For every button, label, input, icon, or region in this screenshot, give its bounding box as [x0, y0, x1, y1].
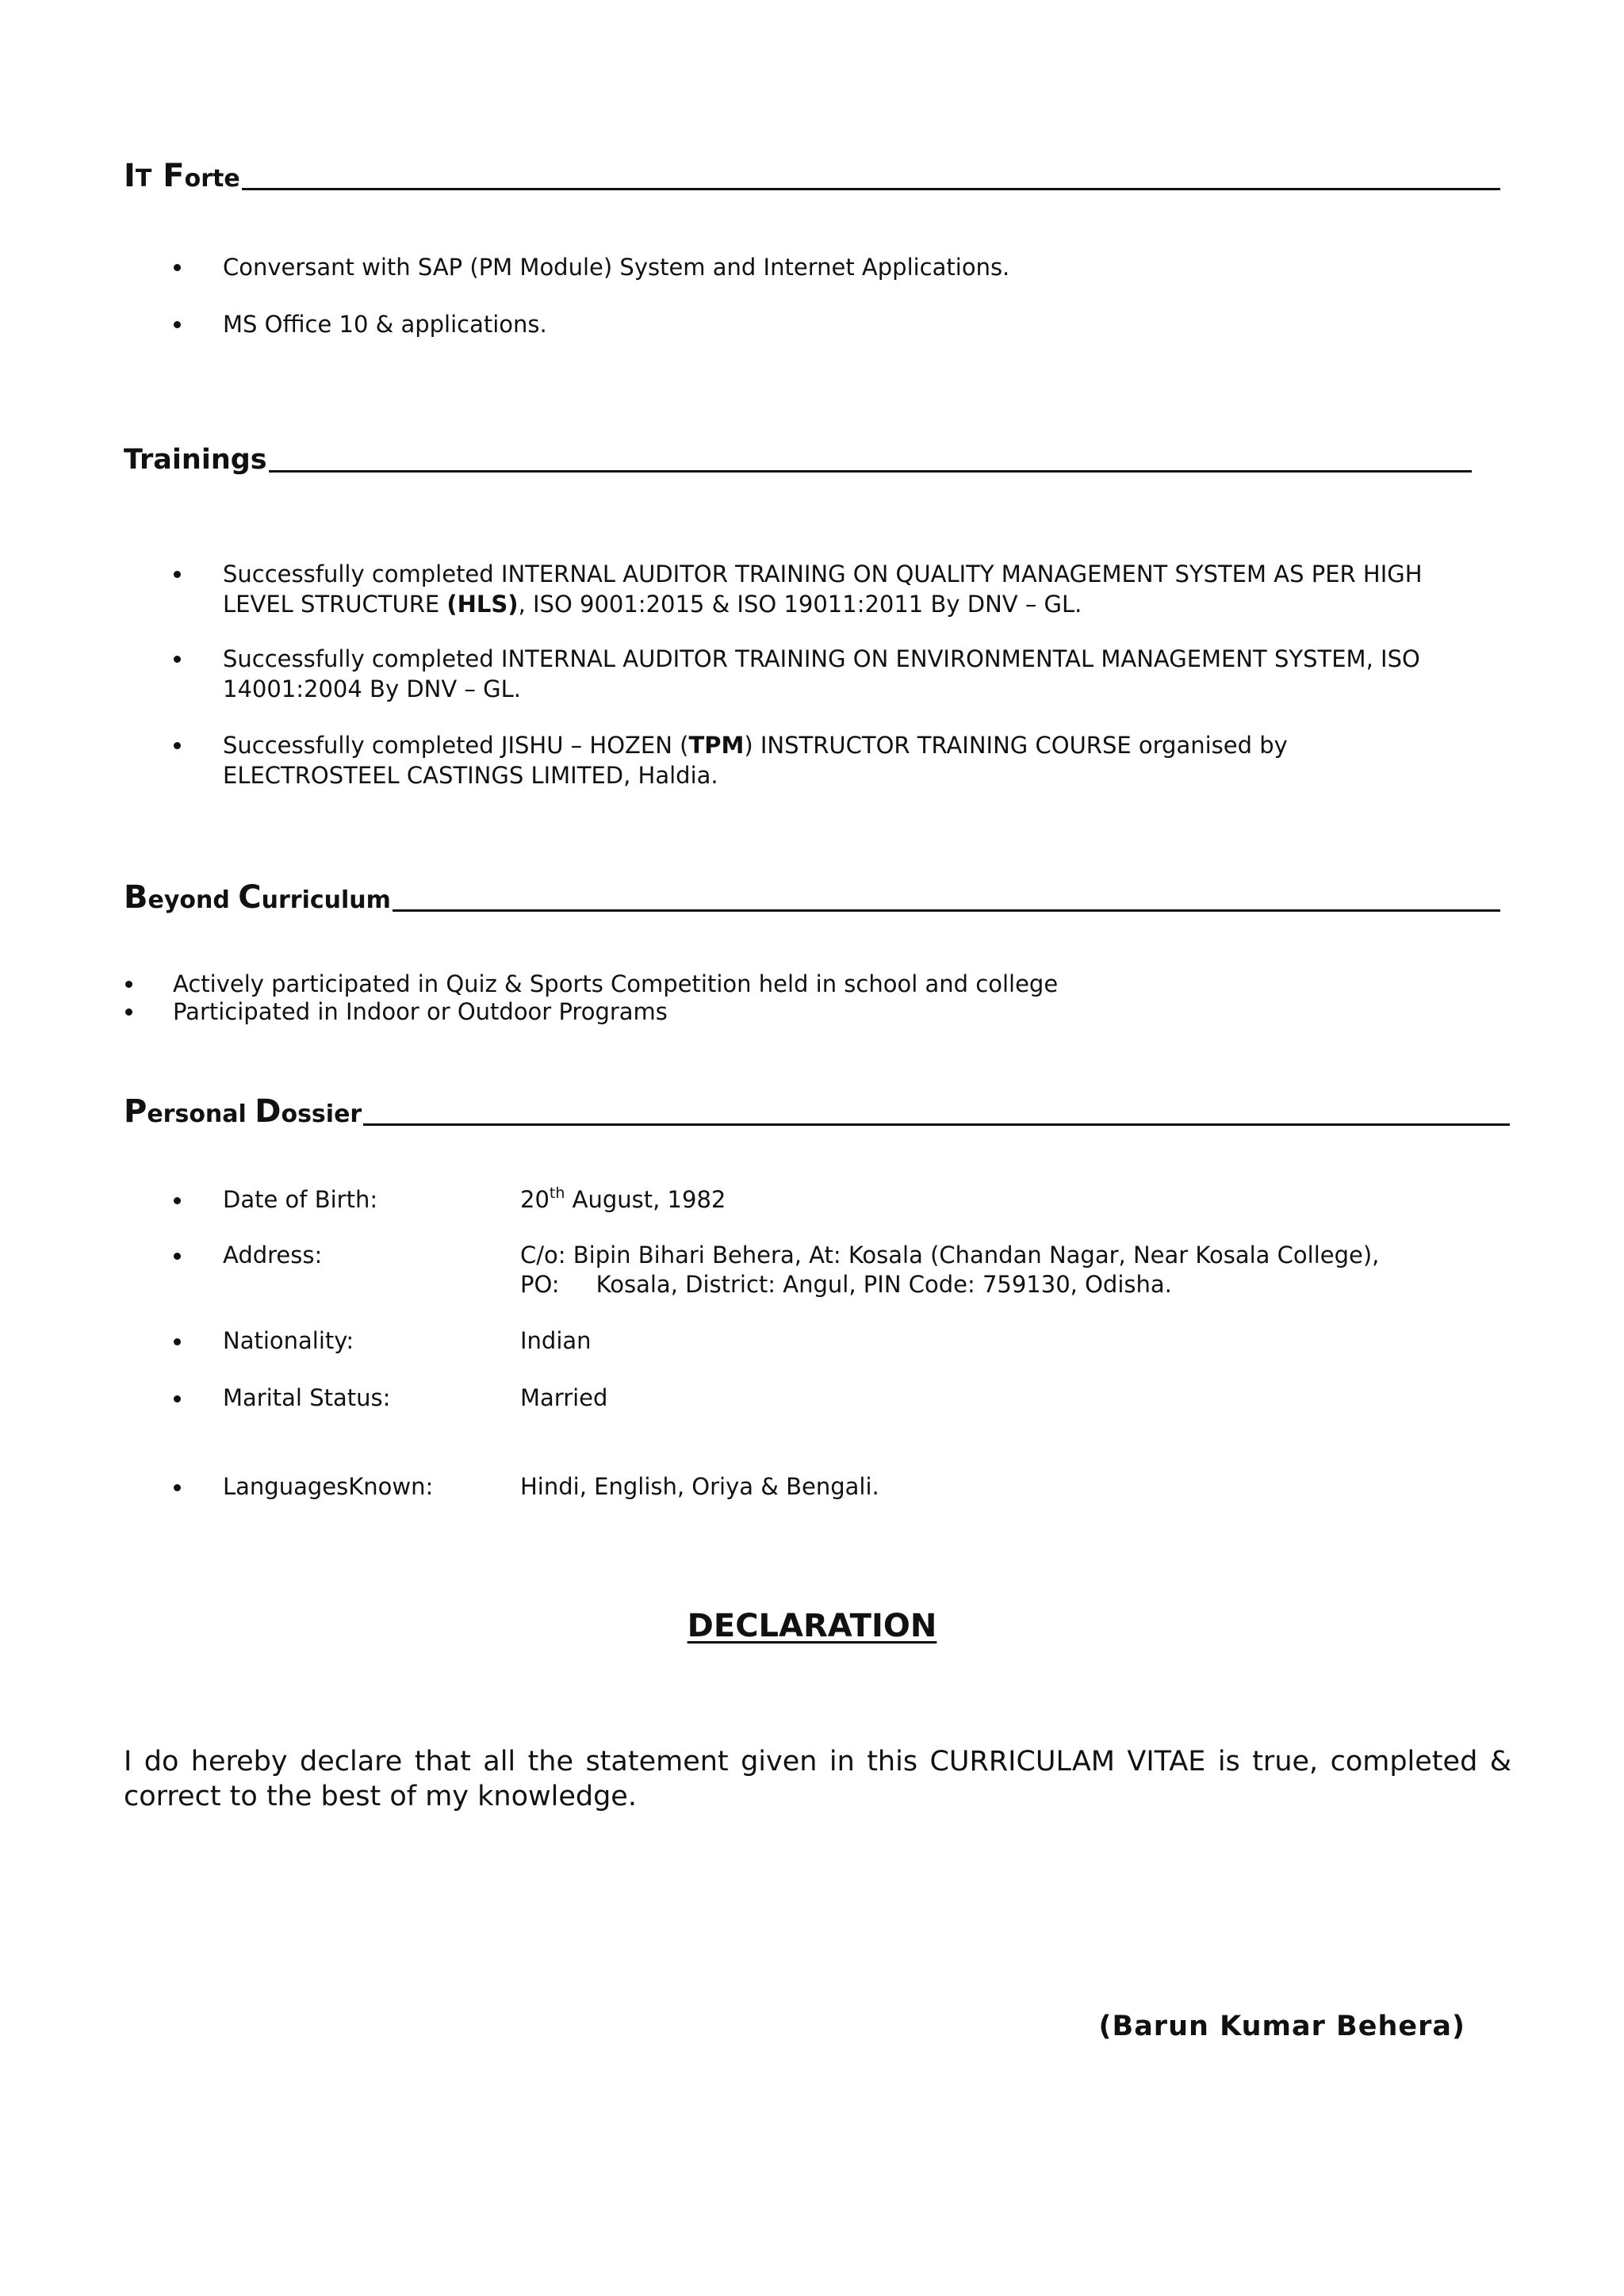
text-line: 14001:2004 By DNV – GL.: [223, 675, 521, 702]
heading-rule: [363, 1123, 1510, 1126]
field-value: Married: [520, 1384, 608, 1411]
heading-letter: D: [255, 1093, 282, 1130]
text-span: , ISO 9001:2015 & ISO 19011:2011 By DNV – GL.: [518, 591, 1082, 618]
heading-letter: ossier: [281, 1100, 362, 1128]
bullet-icon: [174, 264, 181, 271]
field-label: LanguagesKnown:: [223, 1473, 434, 1500]
text-span: Successfully completed JISHU – HOZEN (: [223, 732, 689, 759]
list-item-text: [223, 730, 1288, 790]
text-line: [223, 730, 1288, 760]
bullet-icon: [174, 1484, 181, 1491]
section-title-personal-dossier: [124, 1093, 362, 1130]
bullet-icon: [174, 1395, 181, 1402]
text-span: ) INSTRUCTOR TRAINING COURSE organised by: [744, 732, 1288, 759]
bullet-icon: [174, 1253, 181, 1260]
field-label: Address:: [223, 1242, 323, 1269]
text-line: Successfully completed INTERNAL AUDITOR TRAINING ON ENVIRONMENTAL MANAGEMENT SYSTEM, ISO: [223, 645, 1420, 672]
heading-letter: B: [124, 879, 148, 916]
text-span: LEVEL STRUCTURE: [223, 591, 447, 618]
heading-letter: F: [151, 158, 185, 194]
list-item-text: Participated in Indoor or Outdoor Programs: [173, 998, 668, 1025]
bullet-icon: [174, 742, 181, 749]
heading-rule: [269, 470, 1472, 473]
section-title-beyond-curriculum: [124, 879, 391, 916]
section-heading-personal-dossier: [124, 1086, 1510, 1130]
declaration-title: DECLARATION: [687, 1608, 937, 1644]
section-title-trainings: Trainings: [124, 444, 267, 476]
section-heading-trainings: [124, 433, 1472, 474]
heading-letter: eyond: [147, 886, 239, 914]
heading-letter: ersonal: [147, 1100, 255, 1128]
bullet-icon: [174, 321, 181, 328]
field-value: [520, 1184, 726, 1215]
bullet-icon: [174, 1338, 181, 1345]
heading-letter: orte: [184, 165, 240, 193]
bullet-icon: [174, 656, 181, 663]
field-value: C/o: Bipin Bihari Behera, At: Kosala (Chandan Nagar, Near Kosala College),: [520, 1242, 1380, 1269]
field-value: Hindi, English, Oriya & Bengali.: [520, 1473, 879, 1500]
text-line: Successfully completed INTERNAL AUDITOR TRAINING ON QUALITY MANAGEMENT SYSTEM AS PER HIGH: [223, 561, 1423, 587]
section-heading-it-forte: [124, 151, 1500, 192]
list-item-text: Actively participated in Quiz & Sports Competition held in school and college: [173, 970, 1059, 997]
heading-letter: urriculum: [261, 886, 391, 914]
field-label: Date of Birth:: [223, 1186, 378, 1213]
list-item-text: [223, 644, 1420, 704]
bold-text: TPM: [688, 732, 745, 759]
field-value: Indian: [520, 1327, 592, 1354]
text-span: August, 1982: [565, 1186, 726, 1213]
field-label: Nationality:: [223, 1327, 354, 1354]
field-label: Marital Status:: [223, 1384, 391, 1411]
text-line: [223, 589, 1423, 619]
section-heading-beyond-curriculum: [124, 872, 1500, 916]
bullet-icon: [125, 981, 132, 988]
bullet-icon: [125, 1008, 132, 1016]
heading-letter: T: [135, 165, 152, 193]
heading-letter: C: [238, 879, 262, 916]
heading-rule: [242, 188, 1500, 190]
heading-letter: P: [124, 1093, 147, 1130]
section-title-it-forte: [124, 160, 240, 192]
declaration-text: I do hereby declare that all the statement given in this CURRICULAM VITAE is true, completed & correct to the best of my knowledge.: [124, 1746, 1511, 1812]
bullet-icon: [174, 1197, 181, 1204]
bullet-icon: [174, 571, 181, 578]
heading-letter: I: [124, 158, 136, 194]
field-value: PO: Kosala, District: Angul, PIN Code: 759130, Odisha.: [520, 1271, 1172, 1298]
heading-rule: [393, 909, 1500, 912]
list-item-text: Conversant with SAP (PM Module) System and Internet Applications.: [223, 254, 1010, 281]
list-item-text: [223, 559, 1423, 619]
superscript: th: [549, 1184, 565, 1202]
signature-name: (Barun Kumar Behera): [1098, 2011, 1465, 2042]
list-item-text: MS Office 10 & applications.: [223, 311, 547, 338]
bold-text: (HLS): [446, 591, 519, 618]
text-span: 20: [520, 1186, 550, 1213]
text-line: ELECTROSTEEL CASTINGS LIMITED, Haldia.: [223, 762, 718, 789]
